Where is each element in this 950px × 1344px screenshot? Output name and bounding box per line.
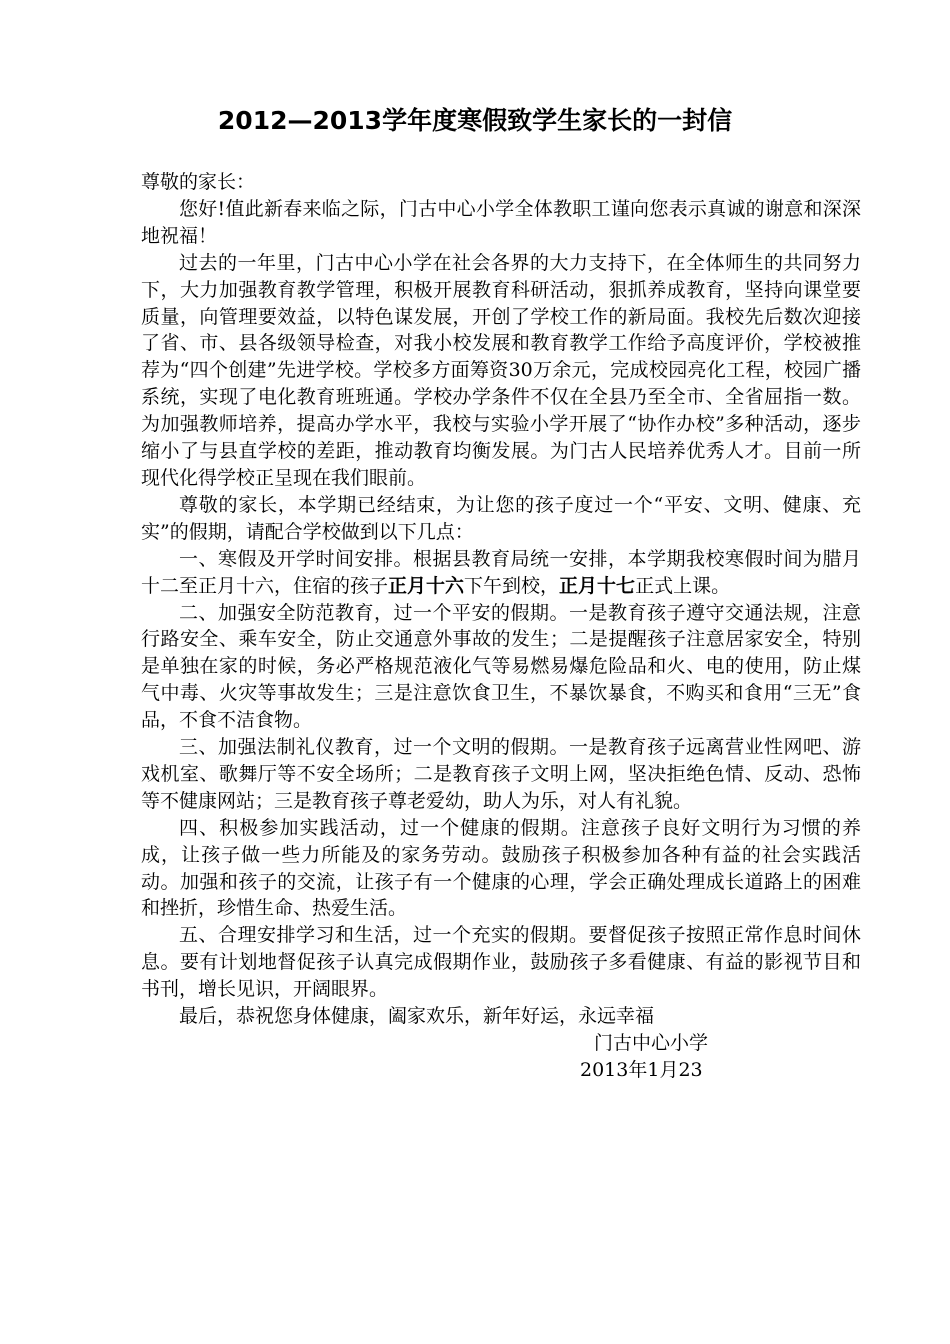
signature-organization: 门古中心小学 xyxy=(594,1032,709,1054)
paragraph-greeting: 您好!值此新春来临之际，门古中心小学全体教职工谨向您表示真诚的谢意和深深地祝福！ xyxy=(141,197,861,247)
salutation: 尊敬的家长： xyxy=(141,171,256,193)
paragraph-review: 过去的一年里，门古中心小学在社会各界的大力支持下，在全体师生的共同努力下，大力加强教育教学管理，积极开展教育科研活动，狠抓养成教育，坚持向课堂要质量，向管理要效益，以特色谋发展，开创了学校工作的新局面。我校先后数次迎接了省、市、县各级领导检查，对我小校发展和教育教学工作给予高度评价，学校被推荐为“四个创建”先进学校。学校多方面筹资30万余元，完成校园亮化工程，校园广播系统，实现了电化教育班班通。学校办学条件不仅在全县乃至全市、全省屈指一数。为加强教师培养，提高办学水平，我校与实验小学开展了“协作办校”多种活动，逐步缩小了与县直学校的差距，推动教育均衡发展。为门古人民培养优秀人才。目前一所现代化得学校正呈现在我们眼前。 xyxy=(141,251,861,489)
schedule-text: 一、寒假及开学时间安排。根据县教育局统一安排，本学期我校寒假时间为腊月十二至正月十六，住宿的孩子 xyxy=(141,547,861,597)
paragraph-study: 五、合理安排学习和生活，过一个充实的假期。要督促孩子按照正常作息时间休息。要有计划地督促孩子认真完成假期作业，鼓励孩子多看健康、有益的影视节目和书刊，增长见识，开阔眼界。 xyxy=(141,924,861,1001)
letter-title: 2012—2013学年度寒假致学生家长的一封信 xyxy=(217,106,733,135)
paragraph-safety: 二、加强安全防范教育，过一个平安的假期。一是教育孩子遵守交通法规，注意行路安全、乘车安全，防止交通意外事故的发生；二是提醒孩子注意居家安全，特别是单独在家的时候，务必严格规范液化气等易燃易爆危险品和火、电的使用，防止煤气中毒、火灾等事故发生；三是注意饮食卫生，不暴饮暴食，不购买和食用“三无”食品，不食不洁食物。 xyxy=(141,601,861,732)
paragraph-schedule xyxy=(141,546,861,600)
schedule-text-end: 正式上课。 xyxy=(635,574,731,597)
paragraph-closing: 最后，恭祝您身体健康，阖家欢乐，新年好运，永远幸福 xyxy=(179,1005,655,1028)
paragraph-practice: 四、积极参加实践活动，过一个健康的假期。注意孩子良好文明行为习惯的养成，让孩子做一些力所能及的家务劳动。鼓励孩子积极参加各种有益的社会实践活动。加强和孩子的交流，让孩子有一个健康的心理，学会正确处理成长道路上的困难和挫折，珍惜生命、热爱生活。 xyxy=(141,816,861,920)
paragraph-request: 尊敬的家长，本学期已经结束，为让您的孩子度过一个“平安、文明、健康、充实”的假期，请配合学校做到以下几点： xyxy=(141,493,861,543)
class-start-date: 正月十七 xyxy=(559,574,636,597)
letter-body xyxy=(141,169,861,1084)
schedule-text-mid: 下午到校， xyxy=(464,574,560,597)
paragraph-etiquette: 三、加强法制礼仪教育，过一个文明的假期。一是教育孩子远离营业性网吧、游戏机室、歌舞厅等不安全场所；二是教育孩子文明上网，坚决拒绝色情、反动、恐怖等不健康网站；三是教育孩子尊老爱幼，助人为乐，对人有礼貌。 xyxy=(141,736,861,812)
return-date: 正月十六 xyxy=(388,574,465,597)
signature-date: 2013年1月23 xyxy=(580,1058,703,1081)
